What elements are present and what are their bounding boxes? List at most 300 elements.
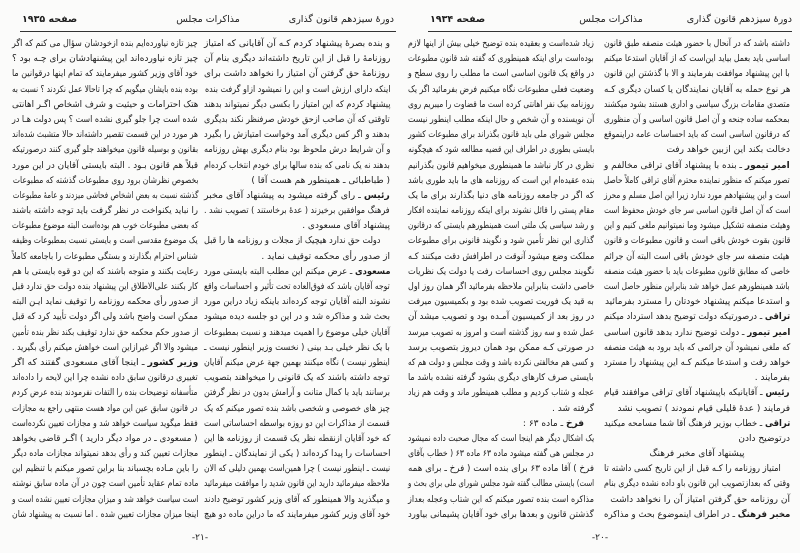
line-content bbox=[604, 477, 790, 492]
session-title: دورهٔ سیزدهم قانون گذاری bbox=[288, 14, 394, 25]
line-text: روزنامه بیک نفر اهانتی کرده است ما قضاوت را میبریم روی bbox=[408, 99, 594, 110]
line-content bbox=[408, 37, 594, 52]
line-text: و رشد سیاسی یک ملتی است همینطورهم بایستی که درقانون bbox=[408, 221, 594, 232]
text-line bbox=[12, 462, 198, 477]
text-line bbox=[604, 493, 790, 508]
text-line bbox=[204, 386, 390, 401]
line-text: که ملغی نمیشود آن جرائمی که باید برود به هیئت منصفه bbox=[603, 342, 790, 353]
line-text: ـ آقایانیکه باپیشنهاد آقای تراقی موافقند قیام bbox=[604, 388, 766, 399]
line-text: ( طباطبائی ـ همینطور هم هست آقا ) bbox=[251, 175, 390, 186]
line-text: ـ دولت توضیح ندارد بدهد قانون اساسی bbox=[603, 327, 747, 338]
line-text: آن نویسنده و آن شخص و حال اینکه مطلب اینطور نیست bbox=[407, 114, 594, 125]
line-content bbox=[408, 52, 594, 67]
text-line bbox=[604, 143, 790, 158]
text-line bbox=[204, 174, 390, 189]
line-content bbox=[12, 326, 198, 341]
line-text: پیشنهاد آقای مخبر فرهنگ bbox=[649, 449, 745, 460]
text-line bbox=[604, 189, 790, 204]
line-text: را نباید یکنواخت در نظر گرفت باید توجه داشته باشند bbox=[12, 206, 198, 217]
line-content bbox=[204, 159, 390, 174]
text-line bbox=[408, 432, 594, 447]
line-text: بوده بنده بایشان میگویم که چرا تاحالا عمل نکردند ؟ نسبت به bbox=[12, 84, 198, 95]
line-content bbox=[204, 508, 390, 523]
speaker-line bbox=[604, 417, 790, 432]
text-line bbox=[12, 159, 198, 174]
line-content bbox=[204, 265, 390, 280]
speaker-line bbox=[408, 417, 594, 432]
line-content bbox=[523, 417, 594, 432]
line-text: چیز تازه نیاورده‌ایم بنده ازخودشان سؤال می کنم که اگر bbox=[12, 39, 198, 49]
line-content bbox=[408, 204, 594, 219]
line-text: نیست ـ اینطور نیست ) چرا همین‌است بهمین دلیلی که الان bbox=[203, 464, 390, 475]
text-line bbox=[408, 295, 594, 310]
text-line bbox=[408, 462, 594, 477]
line-content bbox=[12, 356, 198, 371]
text-line bbox=[408, 371, 594, 386]
speaker-line bbox=[604, 508, 790, 523]
line-text: دولت حق ندارد هیچیک از مجلات و روزنامه ها را قبل bbox=[204, 236, 381, 247]
line-text: تصور میکنم که منظور نماینده محترم آقای تراقی کاملاً حاصل bbox=[604, 175, 790, 186]
text-line bbox=[604, 204, 790, 219]
line-content bbox=[604, 219, 790, 234]
line-text: هر نوع حمله به آقایان نمایندگان یا کسان دیگری کـه bbox=[603, 84, 790, 95]
speaker-line bbox=[604, 326, 790, 341]
line-content bbox=[604, 67, 790, 82]
text-column-left bbox=[12, 37, 198, 523]
line-text: شناس احترام بگذارند و بستگی مطبوعات را باجامعه کاملاً bbox=[12, 251, 198, 262]
text-line bbox=[204, 371, 390, 386]
line-content bbox=[12, 371, 198, 386]
line-text: وهیئت منصفه تشکیل میشود وما نمیتوانیم ملغی کنیم و این bbox=[603, 221, 790, 232]
line-content bbox=[204, 326, 390, 341]
text-line bbox=[408, 341, 594, 356]
line-content bbox=[12, 447, 198, 462]
line-content bbox=[604, 326, 790, 341]
line-text: فرخ ) آقا ماده ۶۳ برای بنده است ( فرخ ـ برای همه bbox=[407, 464, 594, 475]
header-rule bbox=[20, 31, 396, 32]
text-line bbox=[408, 67, 594, 82]
line-text: خود آقای وزیر کشور میفرمایند که ما دراین ماده دو هیچ bbox=[203, 509, 390, 520]
line-content bbox=[204, 417, 390, 432]
line-content bbox=[12, 143, 198, 158]
text-line bbox=[408, 493, 594, 508]
line-content bbox=[204, 402, 390, 417]
line-text: باشد همینطورهم عمل خواهد شد بنابراین منظور حاصل است bbox=[604, 282, 790, 292]
line-text: اساسی باید بعمل بیاید این‌است که از آقایان استدعا میکنم bbox=[603, 54, 790, 65]
text-line bbox=[408, 477, 594, 492]
speaker-name: فرخ bbox=[566, 418, 584, 429]
running-title: مذاکرات مجلس bbox=[579, 14, 643, 25]
text-column-right bbox=[204, 37, 390, 523]
line-content bbox=[604, 310, 790, 325]
line-content bbox=[408, 113, 594, 128]
text-line bbox=[12, 326, 198, 341]
line-text: ماده تمام عقاید تأمین است چون در آن ماده سابق نوشته bbox=[11, 479, 198, 490]
text-line bbox=[408, 174, 594, 189]
line-content bbox=[12, 477, 198, 492]
line-text: مذاکره است بنده تصور میکنم که این شتاب وعجله بعداز bbox=[407, 494, 594, 505]
line-text: از صدور رأی محکمه روزنامه را توقیف نماید ایـن البته bbox=[11, 297, 198, 308]
line-content bbox=[408, 83, 594, 98]
page-number-header: صفحه ۱۹۳۴ bbox=[430, 14, 486, 25]
text-line bbox=[408, 447, 594, 462]
text-line bbox=[604, 477, 790, 492]
text-line bbox=[12, 417, 198, 432]
line-text: ـ اینجا آقای مسعودی گفتند که اگر bbox=[11, 357, 148, 368]
line-content bbox=[204, 386, 390, 401]
line-text: هیئت منصفه سر جای خودش باقی است البته آن جرائم bbox=[604, 251, 790, 262]
text-line bbox=[12, 143, 198, 158]
line-content bbox=[12, 98, 198, 113]
session-title: دورهٔ سیزدهم قانون گذاری bbox=[686, 14, 792, 25]
line-content bbox=[12, 219, 198, 234]
text-line bbox=[204, 159, 390, 174]
line-content bbox=[408, 493, 594, 508]
text-line bbox=[204, 143, 390, 158]
text-line bbox=[408, 310, 594, 325]
line-content bbox=[408, 341, 594, 356]
line-content bbox=[204, 447, 390, 462]
line-text: ـ ماده ۶۳ : bbox=[522, 418, 567, 429]
line-content bbox=[604, 417, 790, 432]
line-text: نشوند البته آقایان توجه کرده‌اند باینکه زیاد دراین مورد bbox=[203, 297, 390, 308]
line-content bbox=[618, 402, 790, 417]
text-line bbox=[12, 477, 198, 492]
line-content bbox=[12, 37, 198, 52]
line-text: و آن شرایط درش ملحوظ بود بنام دیگری بهش روزنامه bbox=[203, 145, 390, 156]
line-content bbox=[604, 204, 790, 219]
line-content bbox=[204, 128, 390, 143]
line-content bbox=[408, 128, 594, 143]
text-line bbox=[12, 234, 198, 249]
line-content bbox=[204, 371, 390, 386]
text-line bbox=[604, 113, 790, 128]
line-text: پیشنهاد کردم که این امتیاز را بکسی دیگر نمیتواند بدهند bbox=[203, 99, 390, 110]
line-content bbox=[408, 326, 594, 341]
line-text: به قید یک فوریت تصویب شده بود و بکمیسیون میرفت bbox=[408, 297, 594, 308]
speaker-name: رئیس bbox=[765, 388, 790, 399]
line-text: ملاحظه میفرمائید دارید این قانون شدید را موافقت میفرمائید bbox=[204, 479, 390, 490]
line-content bbox=[408, 98, 594, 113]
text-line bbox=[12, 386, 198, 401]
line-text: قانون بقوت خودش باقی است و قانون مطبوعات و قانون bbox=[603, 236, 790, 247]
line-text: داشته باشد که در آنحال با حضور هیئت منصفه طبق قانون bbox=[604, 39, 790, 49]
line-content bbox=[12, 189, 198, 204]
text-line bbox=[204, 326, 390, 341]
line-content bbox=[604, 113, 790, 128]
line-text: مجلس شورای ملی باید قانون بگذراند برای مطبوعات کشور bbox=[407, 130, 594, 141]
line-text: است که آن اصل قانون اساسی سر جای خودش محفوظ است bbox=[603, 206, 790, 217]
line-content bbox=[204, 310, 390, 325]
line-text: بمحکمه ساده جنحه و آن اصل قانون اساسی و آن منظوری bbox=[604, 114, 790, 125]
text-line bbox=[408, 402, 594, 417]
text-line bbox=[408, 219, 594, 234]
line-content bbox=[649, 447, 744, 462]
line-text: را باین مـاده بچسباند بنا براین تصور میکنم با تنظیم این bbox=[11, 464, 198, 475]
text-line bbox=[12, 98, 198, 113]
text-line bbox=[604, 67, 790, 82]
line-text: خاصی داشت بنابراین ملاحظه بفرمائید اگر همان روز اول bbox=[407, 282, 594, 292]
line-text: چیز تازه نیاورده‌اند این پیشنهادشان برای چـه بود ؟ bbox=[11, 54, 198, 65]
line-content bbox=[552, 402, 594, 417]
text-line bbox=[604, 234, 790, 249]
line-content bbox=[408, 508, 594, 523]
line-text: از صدور حکم محکمه حق ندارد توقیف بکند نظر بنده تأمین bbox=[11, 327, 198, 338]
line-text: نگویند مجلس روی احساسات رفت یا دولت یک نظریات bbox=[407, 266, 594, 277]
text-line bbox=[408, 128, 594, 143]
line-text: دخالت بکند این ازبین خواهد رفت bbox=[666, 145, 790, 156]
text-line bbox=[12, 341, 198, 356]
text-line bbox=[12, 280, 198, 295]
line-content bbox=[204, 493, 390, 508]
text-line bbox=[408, 143, 594, 158]
line-text: قسمت از مذاکرات این دو روزه بواسطه احساساتی است bbox=[204, 418, 390, 429]
line-content bbox=[12, 432, 198, 447]
line-content bbox=[604, 37, 790, 52]
text-line bbox=[204, 417, 390, 432]
line-text: ( مسعودی ـ در مواد دیگر دارید ) اگـر قاضی بخواهد bbox=[12, 433, 198, 444]
text-column-left bbox=[408, 37, 594, 523]
page-footer-number: -۲۱- bbox=[191, 533, 209, 543]
line-text: با یک نظر خیلی بـد بینی ( نخست وزیر اینطور نیست ـ bbox=[204, 342, 390, 353]
line-content bbox=[204, 98, 390, 113]
line-text: برسانند باید با کمال متانت و آرامش بدون در نظر گرفتن bbox=[204, 388, 390, 399]
line-text: و استدعا میکنم پیشنهاد خودتان را مسترد بفرمائید bbox=[604, 297, 790, 308]
line-content bbox=[604, 98, 790, 113]
line-content bbox=[12, 462, 198, 477]
line-content bbox=[604, 341, 790, 356]
line-text: و میگذرید والا همینطور که آقای وزیر کشور توضیح دادند bbox=[204, 494, 390, 505]
line-content bbox=[204, 83, 390, 98]
line-content bbox=[408, 189, 594, 204]
text-line bbox=[604, 295, 790, 310]
line-text: گذاری این نظر تأمین شود و نگویند قانونی برای مطبوعات bbox=[408, 236, 594, 247]
line-content bbox=[604, 83, 790, 98]
line-content bbox=[12, 234, 198, 249]
line-content bbox=[604, 386, 790, 401]
text-line bbox=[604, 462, 790, 477]
line-text: خاصی که مطابق قانون مطبوعات باید با حضور هیئت منصفه bbox=[603, 266, 790, 277]
line-content bbox=[204, 52, 390, 67]
line-text: رعایت بکنند و متوجه باشند که این دو قوه بایستی با هم bbox=[11, 266, 198, 277]
line-text: خواهد رفت و استدعا میکنم کـه این پیشنهاد را مسترد bbox=[603, 357, 790, 368]
line-content bbox=[12, 250, 198, 265]
text-line bbox=[12, 204, 198, 219]
line-content bbox=[204, 295, 390, 310]
text-line bbox=[204, 98, 390, 113]
text-line bbox=[12, 37, 198, 52]
text-line bbox=[204, 508, 390, 523]
header-rule bbox=[428, 31, 792, 32]
line-text: بنده عقیده‌ام این است که روزنامه های ما باید طوری باشد bbox=[407, 175, 594, 186]
text-line bbox=[604, 98, 790, 113]
line-content bbox=[12, 159, 198, 174]
speaker-name: مخبر فرهنگ bbox=[737, 509, 790, 520]
line-content bbox=[604, 462, 790, 477]
text-line bbox=[12, 128, 198, 143]
line-text: شده است چرا جلو گیری نشده است ؟ پس دولت هـا در bbox=[12, 114, 198, 125]
text-line bbox=[408, 52, 594, 67]
line-text: پیشنهاد آقای مسعودی . bbox=[302, 221, 390, 232]
line-text: هر مورد در این قسمت تقصیر داشته‌اند حالا متشبث شده‌اند bbox=[12, 130, 198, 141]
speaker-name: مسعودی bbox=[354, 266, 390, 277]
line-content bbox=[204, 356, 390, 371]
line-content bbox=[12, 341, 198, 356]
text-line bbox=[408, 386, 594, 401]
line-text: در واقع یک قانون اساسی است ما مطلب را روی سطح و bbox=[407, 69, 594, 80]
text-line bbox=[204, 462, 390, 477]
line-text: آقایان خیلی موضوع را اهمیت میدهند و نسبت بمطبوعات bbox=[204, 327, 390, 338]
text-line bbox=[12, 67, 198, 82]
speaker-line bbox=[604, 159, 790, 174]
text-line bbox=[204, 447, 390, 462]
text-line bbox=[604, 174, 790, 189]
line-content bbox=[12, 417, 198, 432]
text-line bbox=[12, 219, 198, 234]
speaker-name: وزیر کشور bbox=[147, 357, 198, 368]
text-line bbox=[204, 432, 390, 447]
line-text: متأسفانه توضیحات بنده را التفات نفرمودند بنده عرض کردم bbox=[12, 388, 198, 399]
line-text: از صدور رأی محکمه توقیف نماید . bbox=[261, 251, 390, 262]
text-line bbox=[204, 113, 390, 128]
line-content bbox=[408, 310, 594, 325]
line-content bbox=[204, 204, 390, 219]
line-text: زیاد شده‌است و بعقیده بنده توضیح خیلی بیش از اینها لازم bbox=[408, 39, 594, 49]
line-content bbox=[408, 295, 594, 310]
line-content bbox=[604, 356, 790, 371]
line-content bbox=[604, 234, 790, 249]
line-text: با این پیشنهاد موافقت بفرمایند و الا با گذشتن این قانون bbox=[604, 69, 790, 80]
line-content bbox=[408, 371, 594, 386]
speaker-name: تراقی bbox=[764, 418, 790, 429]
text-line bbox=[204, 128, 390, 143]
text-line bbox=[408, 508, 594, 523]
line-content bbox=[408, 265, 594, 280]
line-text: است سیاست خواهد شد و میزان مجازات تعیین نشده است و bbox=[11, 494, 198, 505]
line-text: یک اشکال دیگر هم اینجا است که مجال صحبت داده نمیشود bbox=[407, 433, 594, 444]
line-text: در صورتی کـه ممکن بود همان دیروز بتصویب برسد bbox=[408, 342, 594, 353]
text-line bbox=[408, 159, 594, 174]
line-text: بدهند و اگر کس دیگری آمد وخواست امتیازش را بگیرد bbox=[204, 130, 390, 141]
text-line bbox=[12, 250, 198, 265]
text-line bbox=[204, 295, 390, 310]
line-content bbox=[251, 174, 390, 189]
text-line bbox=[604, 265, 790, 280]
text-line bbox=[408, 250, 594, 265]
speaker-name: رئیس bbox=[364, 190, 390, 201]
line-content bbox=[12, 280, 198, 295]
line-text: توجه آقایان باشد که فوق‌العاده تحت تأثیر و احساسات واقع bbox=[204, 282, 390, 292]
page-header bbox=[430, 14, 792, 30]
text-line bbox=[12, 493, 198, 508]
line-content bbox=[408, 462, 594, 477]
line-content bbox=[204, 280, 390, 295]
line-content bbox=[604, 265, 790, 280]
line-text: قبلاً هم قانون بـود . البته بایستی آقایان در این مورد bbox=[11, 160, 198, 171]
line-content bbox=[204, 462, 390, 477]
line-content bbox=[604, 174, 790, 189]
text-line bbox=[604, 402, 790, 417]
text-line bbox=[604, 447, 790, 462]
text-line bbox=[12, 402, 198, 417]
text-line bbox=[204, 493, 390, 508]
line-content bbox=[408, 159, 594, 174]
line-text: که خود آقایان ازنقطه نظر یک قسمت از روزنامه ها این bbox=[203, 433, 390, 444]
text-line bbox=[408, 113, 594, 128]
line-text: ـ خطاب بوزیر فرهنگ آقا شما مسامحه میکنید bbox=[603, 418, 765, 429]
text-line bbox=[204, 310, 390, 325]
line-content bbox=[408, 386, 594, 401]
line-content bbox=[12, 265, 198, 280]
line-content bbox=[408, 477, 594, 492]
line-text: است و این پیشنهادهم مورد ندارد زیرا این اصل مسلم و محرز bbox=[603, 190, 790, 201]
line-text: ـ رای گرفته میشود به پیشنهاد آقای مخبر bbox=[204, 190, 365, 201]
line-content bbox=[204, 143, 390, 158]
line-text: در روز بعد از کمیسیون آمـده بود و تصویب میشد آن bbox=[407, 312, 594, 323]
text-line bbox=[204, 402, 390, 417]
line-text: گذشته نسبت به بعض اشخاص فحاشی میزدند و عامهٔ مطبوعات bbox=[12, 190, 198, 201]
line-text: گذشتن قانون و بعدها برای خود آقایان پشیمانی بیاورد bbox=[408, 509, 594, 520]
line-text: تاوقتی که آن صاحب ازحق خودش صرفنظر نکند بدیگری bbox=[204, 114, 390, 125]
speaker-name: امیر تیمور bbox=[746, 327, 790, 338]
text-line bbox=[604, 37, 790, 52]
text-line bbox=[12, 174, 198, 189]
text-line bbox=[408, 189, 594, 204]
speaker-line bbox=[204, 265, 390, 280]
line-content bbox=[12, 67, 198, 82]
line-content bbox=[204, 113, 390, 128]
text-line bbox=[204, 250, 390, 265]
line-content bbox=[204, 341, 390, 356]
line-content bbox=[204, 37, 390, 52]
line-text: بایستی صرف کارهای دیگری بشود گرفته نشده باشد ما bbox=[408, 373, 594, 384]
text-line bbox=[12, 52, 198, 67]
line-content bbox=[12, 128, 198, 143]
line-text: چیز های خصوصی و شخصی باشد بنده تصور میکنم که یک bbox=[204, 403, 390, 414]
line-text: وقتی که بعدازتصویب این قانون باو داده نشده دیگری بنام bbox=[604, 479, 790, 490]
text-line bbox=[408, 204, 594, 219]
text-line bbox=[12, 265, 198, 280]
text-line bbox=[408, 83, 594, 98]
line-content bbox=[408, 432, 594, 447]
line-text: در قانون سابق عین این مواد هست منتهی راجع به مجازات bbox=[12, 403, 198, 414]
line-text: مملکت وضع میشود آنوقت در اطرافش دقت میکنند کـه bbox=[407, 251, 594, 262]
line-content bbox=[604, 128, 790, 143]
line-text: آن روزنامه حق گرفتن امتیاز آن را نخواهد داشت bbox=[610, 494, 790, 505]
line-text: احساسات را پیدا کرده‌اند ( یکی از نمایندگان ـ اینطور bbox=[203, 449, 390, 460]
line-content bbox=[12, 402, 198, 417]
text-line bbox=[12, 371, 198, 386]
text-line bbox=[604, 356, 790, 371]
text-line bbox=[12, 508, 198, 523]
text-line bbox=[408, 326, 594, 341]
line-text: که درقانون اساسی است که باید احساسات عامه دراینموقع bbox=[604, 130, 790, 141]
text-line bbox=[12, 113, 198, 128]
page-header bbox=[22, 14, 394, 30]
line-content bbox=[12, 83, 198, 98]
line-content bbox=[12, 295, 198, 310]
line-text: متصدی مقامات بزرگ سیاسی و اداری هستند بشود میکشند bbox=[604, 99, 790, 110]
running-title: مذاکرات مجلس bbox=[176, 14, 240, 25]
line-content bbox=[408, 174, 594, 189]
line-content bbox=[12, 204, 198, 219]
line-content bbox=[408, 234, 594, 249]
line-content bbox=[604, 52, 790, 67]
text-line bbox=[408, 98, 594, 113]
line-text: درتوضیح دادن bbox=[738, 433, 790, 444]
page-footer-number: -۲۰- bbox=[591, 533, 609, 543]
text-line bbox=[12, 432, 198, 447]
